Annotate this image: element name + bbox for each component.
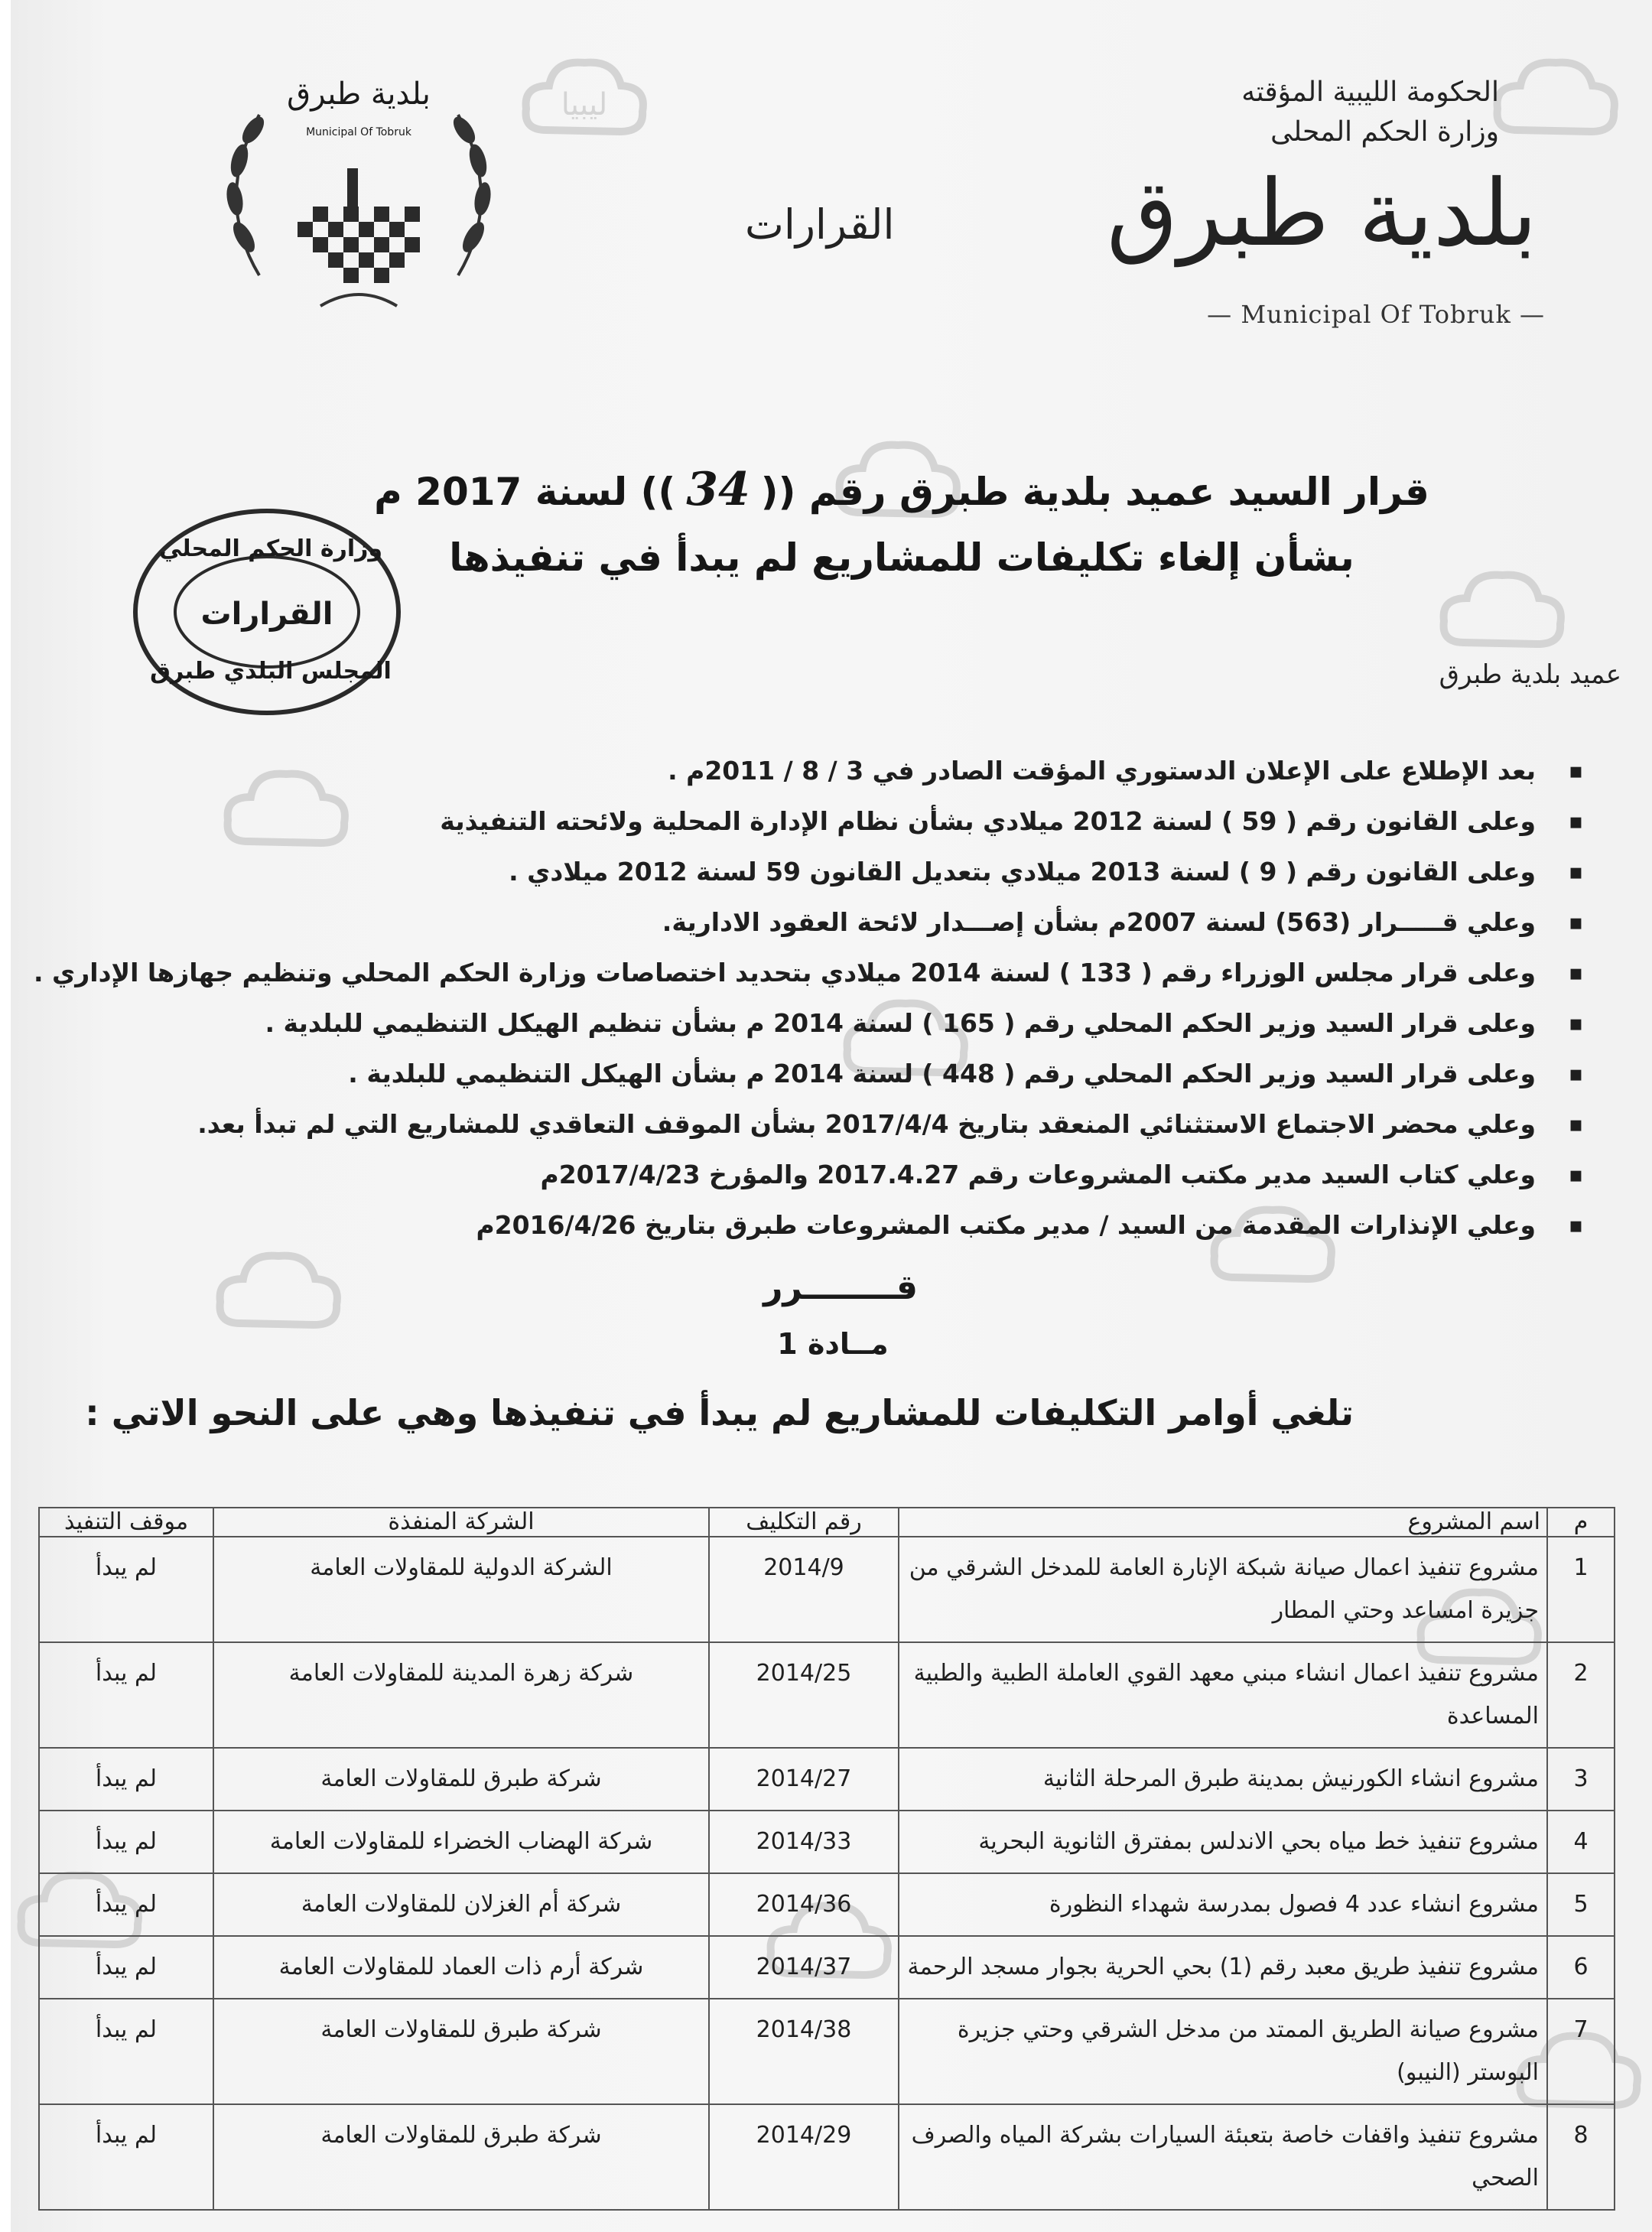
row-number: 7: [1547, 1999, 1615, 2104]
assignment-number: 2014/36: [709, 1873, 899, 1936]
table-header-row: [39, 1508, 1615, 1537]
decree-number: 34: [686, 463, 750, 516]
preamble-list: [34, 746, 1583, 1251]
row-number: 5: [1547, 1873, 1615, 1936]
assignment-number: 2014/29: [709, 2104, 899, 2210]
execution-status: لم يبدأ: [39, 1642, 213, 1748]
ministry-name: وزارة الحكم المحلى: [1270, 116, 1499, 148]
letterhead-right: [1071, 73, 1499, 152]
project-name: مشروع انشاء الكورنيش بمدينة طبرق المرحلة الثانية: [899, 1748, 1547, 1811]
project-name: مشروع تنفيذ خط مياه بحي الاندلس بمفترق الثانوية البحرية: [899, 1811, 1547, 1873]
decree-title-suffix: )) لسنة 2017 م: [374, 470, 676, 514]
stamp-top-text: وزارة الحكم المحلي: [158, 535, 383, 562]
project-name: مشروع تنفيذ واقفات خاصة بتعبئة السيارات بشركة المياه والصرف الصحي: [899, 2104, 1547, 2210]
list-item: ▪ وعلي الإنذارات المقدمة من السيد / مدير مكتب المشروعات طبرق بتاريخ 2016/4/26م: [130, 1200, 1583, 1251]
assignment-number: 2014/33: [709, 1811, 899, 1873]
assignment-number: 2014/25: [709, 1642, 899, 1748]
stamp-center-text: القرارات: [200, 597, 333, 632]
watermark-logo-icon: [1487, 46, 1624, 161]
assignment-number: 2014/9: [709, 1537, 899, 1642]
issuer: عميد بلدية طبرق: [1439, 659, 1621, 690]
assignment-number: 2014/37: [709, 1936, 899, 1999]
municipality-calligraphy: بلدية طبرق: [1106, 161, 1537, 267]
municipality-english: — Municipal Of Tobruk —: [1207, 300, 1545, 329]
table-row: [39, 1748, 1615, 1811]
watermark-logo-icon: [1433, 558, 1571, 673]
watermark-logo-icon: [515, 46, 653, 161]
list-item: ▪ وعلي قـــــرار (563) لسنة 2007م بشأن إصـــدار لائحة العقود الادارية.: [130, 897, 1583, 948]
row-number: 6: [1547, 1936, 1615, 1999]
table-row: [39, 2104, 1615, 2210]
column-header-company: الشركة المنفذة: [213, 1508, 709, 1537]
row-number: 8: [1547, 2104, 1615, 2210]
table-row: [39, 1537, 1615, 1642]
decision-label: قــــــــرر: [763, 1268, 918, 1307]
svg-text:ليبيا: ليبيا: [561, 87, 608, 122]
company-name: شركة طبرق للمقاولات العامة: [213, 1999, 709, 2104]
government-name: الحكومة الليبية المؤقته: [1241, 76, 1499, 108]
column-header-assignment: رقم التكليف: [709, 1508, 899, 1537]
project-name: مشروع تنفيذ اعمال صيانة شبكة الإنارة العامة للمدخل الشرقي من جزيرة امساعد وحتي المطار: [899, 1537, 1547, 1642]
company-name: شركة الهضاب الخضراء للمقاولات العامة: [213, 1811, 709, 1873]
column-header-project: اسم المشروع: [899, 1508, 1547, 1537]
execution-status: لم يبدأ: [39, 1873, 213, 1936]
list-item: ▪ وعلى قرار مجلس الوزراء رقم ( 133 ) لسنة 2014 ميلادي بتحديد اختصاصات وزارة الحكم المحلي وتنظيم جهازها الإداري .: [130, 948, 1583, 998]
list-item: ▪ وعلى القانون رقم ( 59 ) لسنة 2012 ميلادي بشأن نظام الإدارة المحلية ولائحته التنفيذية: [130, 796, 1583, 847]
execution-status: لم يبدأ: [39, 2104, 213, 2210]
list-item: ▪ وعلى قرار السيد وزير الحكم المحلي رقم ( 165 ) لسنة 2014 م بشأن تنظيم الهيكل التنظيمي للبلدية .: [130, 998, 1583, 1049]
stamp-bottom-text: المجلس البلدي طبرق: [150, 658, 392, 685]
execution-status: لم يبدأ: [39, 1999, 213, 2104]
project-name: مشروع انشاء عدد 4 فصول بمدرسة شهداء النظورة: [899, 1873, 1547, 1936]
row-number: 1: [1547, 1537, 1615, 1642]
table-row: [39, 1936, 1615, 1999]
article-label: مــادة 1: [777, 1327, 889, 1361]
list-item: ▪ بعد الإطلاع على الإعلان الدستوري المؤقت الصادر في 3 / 8 / 2011م .: [130, 746, 1583, 796]
emblem-subtitle: Municipal Of Tobruk: [306, 126, 411, 138]
company-name: شركة طبرق للمقاولات العامة: [213, 2104, 709, 2210]
section-label: القرارات: [745, 200, 895, 249]
list-item: ▪ وعلى القانون رقم ( 9 ) لسنة 2013 ميلادي بتعديل القانون 59 لسنة 2012 ميلادي .: [130, 847, 1583, 897]
list-item: ▪ وعلى قرار السيد وزير الحكم المحلي رقم ( 448 ) لسنة 2014 م بشأن الهيكل التنظيمي للبلدية .: [130, 1049, 1583, 1099]
article-text: تلغي أوامر التكليفات للمشاريع لم يبدأ في تنفيذها وهي على النحو الاتي :: [85, 1392, 1354, 1433]
company-name: الشركة الدولية للمقاولات العامة: [213, 1537, 709, 1642]
row-number: 3: [1547, 1748, 1615, 1811]
execution-status: لم يبدأ: [39, 1936, 213, 1999]
table-row: [39, 1642, 1615, 1748]
row-number: 2: [1547, 1642, 1615, 1748]
table-row: [39, 1999, 1615, 2104]
emblem-title: بلدية طبرق: [287, 76, 431, 112]
execution-status: لم يبدأ: [39, 1748, 213, 1811]
decree-title-prefix: قرار السيد عميد بلدية طبرق رقم ((: [760, 470, 1429, 514]
list-item: ▪ وعلي كتاب السيد مدير مكتب المشروعات رقم 2017.4.27 والمؤرخ 2017/4/23م: [130, 1150, 1583, 1200]
project-name: مشروع صيانة الطريق الممتد من مدخل الشرقي وحتي جزيرة البوستر (النيبو): [899, 1999, 1547, 2104]
projects-table: [38, 1507, 1615, 2211]
company-name: شركة أم الغزلان للمقاولات العامة: [213, 1873, 709, 1936]
decree-title: [355, 463, 1449, 516]
scan-margin: [0, 0, 11, 2232]
column-header-number: م: [1547, 1508, 1615, 1537]
execution-status: لم يبدأ: [39, 1811, 213, 1873]
column-header-status: موقف التنفيذ: [39, 1508, 213, 1537]
project-name: مشروع تنفيذ طريق معبد رقم (1) بحي الحرية بجوار مسجد الرحمة: [899, 1936, 1547, 1999]
company-name: شركة زهرة المدينة للمقاولات العامة: [213, 1642, 709, 1748]
execution-status: لم يبدأ: [39, 1537, 213, 1642]
watermark-logo-icon: [210, 1239, 347, 1354]
assignment-number: 2014/38: [709, 1999, 899, 2104]
decree-subject: بشأن إلغاء تكليفات للمشاريع لم يبدأ في تنفيذها: [449, 535, 1354, 580]
document-page: [11, 0, 1652, 2232]
table-row: [39, 1873, 1615, 1936]
table-row: [39, 1811, 1615, 1873]
list-item: ▪ وعلي محضر الاجتماع الاستثنائي المنعقد بتاريخ 2017/4/4 بشأن الموقف التعاقدي للمشاريع التي لم تبدأ بعد.: [130, 1099, 1583, 1150]
company-name: شركة طبرق للمقاولات العامة: [213, 1748, 709, 1811]
assignment-number: 2014/27: [709, 1748, 899, 1811]
company-name: شركة أرم ذات العماد للمقاولات العامة: [213, 1936, 709, 1999]
row-number: 4: [1547, 1811, 1615, 1873]
project-name: مشروع تنفيذ اعمال انشاء مبني معهد القوي العاملة الطبية والطبية المساعدة: [899, 1642, 1547, 1748]
